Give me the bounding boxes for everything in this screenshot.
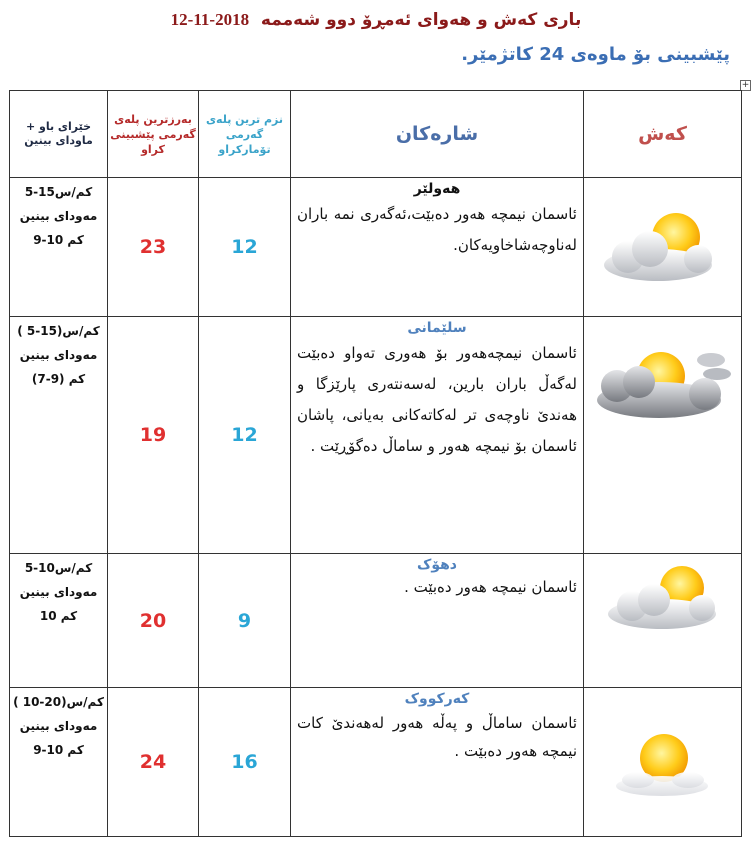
visibility-value: 9-10 کم [33,233,84,247]
wind-visibility-cell [10,178,108,317]
max-temp: 23 [108,178,199,317]
title-text: باری کەش و هەوای ئەمڕۆ دوو شەممە [260,10,582,30]
city-name: دهۆک [416,557,457,573]
weather-icon-cell [584,554,742,688]
header-weather: کەش [584,91,742,178]
table-header-row [10,91,742,178]
visibility-value: (7-9) کم [31,372,86,386]
min-temp: 12 [199,178,291,317]
city-description-cell [291,178,584,317]
page-title [0,10,752,30]
visibility-label: مەودای بینین [19,719,98,733]
max-temp: 19 [108,317,199,554]
city-name: کەرکووک [404,691,470,707]
visibility-value: 9-10 کم [33,743,84,757]
wind-speed: 5-10کم/س [24,561,93,575]
weather-description: ئاسمان نیمچە هەور دەبێت،ئەگەری نمە باران لەناوچەشاخاویەکان. [297,205,577,254]
visibility-value: 10 کم [39,609,78,623]
rain-cloud-icon [593,342,733,422]
city-description-cell [291,688,584,837]
header-wind: خێرای باو + ماودای بینین [10,91,108,178]
table-row [10,554,742,688]
wind-visibility-cell [10,554,108,688]
max-temp: 24 [108,688,199,837]
visibility-label: مەودای بینین [19,585,98,599]
table-move-handle-icon[interactable]: + [741,80,750,90]
weather-description: ئاسمان نیمچە هەور دەبێت . [404,578,577,596]
table-row [10,317,742,554]
weather-table [9,90,742,837]
wind-speed: 5-15کم/س [24,185,93,199]
partly-cloudy-icon [598,562,728,636]
weather-icon-cell [584,688,742,837]
table-row [10,688,742,837]
weather-description: ئاسمان ساماڵ و پەڵە هەور لەهەندێ کات نیمچە هەور دەبێت . [297,714,577,760]
weather-icon-cell [584,178,742,317]
city-description-cell [291,317,584,554]
visibility-label: مەودای بینین [19,209,98,223]
partly-cloudy-icon [598,207,728,287]
city-description-cell [291,554,584,688]
sunny-haze-icon [608,722,718,802]
title-date: 2018-11-12 [170,10,250,29]
max-temp: 20 [108,554,199,688]
header-cities: شارەکان [291,91,584,178]
table-row [10,178,742,317]
min-temp: 16 [199,688,291,837]
min-temp: 9 [199,554,291,688]
header-max-temp: بەرزترین پلەی گەرمی پێشبینی کراو [108,91,199,178]
wind-visibility-cell [10,317,108,554]
weather-icon-cell [584,317,742,554]
header-min-temp: نزم ترین پلەی گەرمی تۆمارکراو [199,91,291,178]
city-name: سلێمانی [407,320,467,336]
wind-speed: ( 10-20)کم/س [13,695,104,709]
city-name: هەولێر [413,181,461,197]
wind-visibility-cell [10,688,108,837]
min-temp: 12 [199,317,291,554]
visibility-label: مەودای بینین [19,348,98,362]
wind-speed: ( 5-15)کم/س [17,324,100,338]
weather-description: ئاسمان نیمچەهەور بۆ هەوری تەواو دەبێت لەگەڵ باران بارین، لەسەنتەری پارێزگا و هەندێ ناوچەی تر لەکاتەکانی بەیانی، پاشان ئاسمان بۆ نیمچە هەور و ساماڵ دەگۆڕێت . [297,344,577,455]
page-subtitle: پێشبینی بۆ ماوەی 24 کاتژمێر. [461,44,730,65]
